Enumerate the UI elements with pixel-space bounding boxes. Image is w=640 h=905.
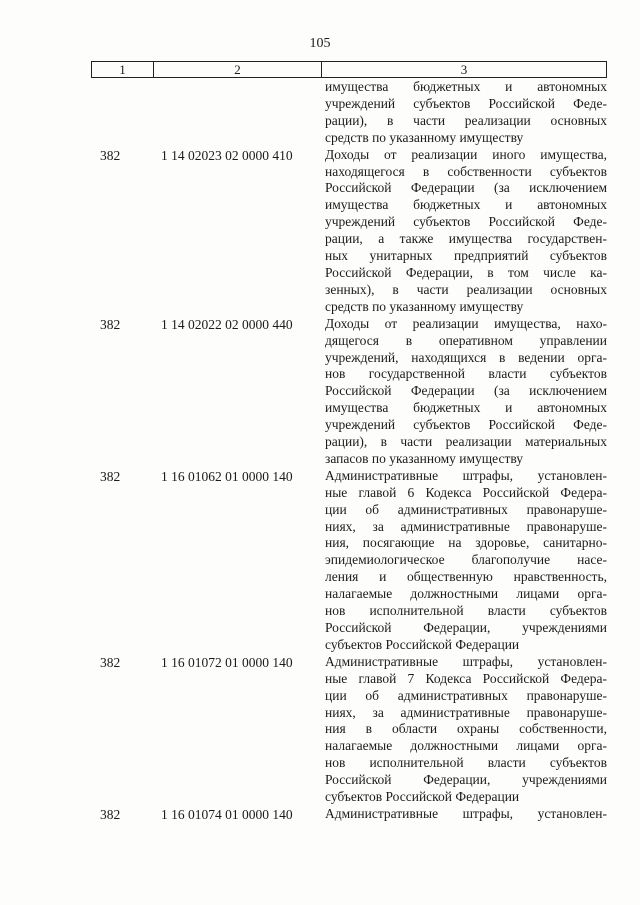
header-col-2: 2 bbox=[154, 62, 322, 77]
admin-code-cell: 382 bbox=[100, 147, 121, 163]
description-cell bbox=[325, 79, 607, 147]
description-line: Российской Федерации (за исключением bbox=[325, 383, 607, 399]
description-line: субъектов Российской Федерации bbox=[325, 636, 520, 652]
description-cell bbox=[325, 147, 607, 316]
admin-code-cell: 382 bbox=[100, 316, 121, 332]
description-line: налагаемые должностными лицами орга- bbox=[325, 738, 607, 754]
description-line: Доходы от реализации имущества, нахо- bbox=[325, 315, 607, 331]
description-line: имущества бюджетных и автономных bbox=[325, 79, 607, 94]
table-row bbox=[0, 316, 640, 468]
description-line: учреждений, находящихся в ведении орга- bbox=[325, 349, 607, 365]
description-line: учреждений субъектов Российской Феде- bbox=[325, 214, 607, 230]
page-number: 105 bbox=[309, 36, 331, 51]
header-col-3: 3 bbox=[460, 62, 468, 77]
description-line: имущества бюджетных и автономных bbox=[325, 400, 607, 416]
table-row bbox=[0, 79, 640, 147]
description-line: ния в области охраны собственности, bbox=[325, 721, 607, 737]
description-line: имущества бюджетных и автономных bbox=[325, 197, 607, 213]
description-line: ных унитарных предприятий субъектов bbox=[325, 248, 607, 264]
admin-code-cell: 382 bbox=[100, 806, 121, 822]
description-line: субъектов Российской Федерации bbox=[325, 789, 520, 805]
description-line: Доходы от реализации иного имущества, bbox=[325, 146, 607, 162]
description-line: Административные штрафы, установлен- bbox=[325, 805, 607, 821]
description-line: находящегося в собственности субъектов bbox=[325, 163, 607, 179]
description-line: ные главой 6 Кодекса Российской Федера- bbox=[325, 484, 607, 500]
description-line: средств по указанному имуществу bbox=[325, 129, 524, 145]
table-body bbox=[0, 79, 640, 823]
description-line: нов государственной власти субъектов bbox=[325, 366, 607, 382]
header-col-1: 1 bbox=[92, 62, 154, 77]
description-line: рации), в части реализации материальных bbox=[325, 434, 607, 450]
table-row bbox=[0, 654, 640, 806]
budget-code-cell: 1 14 02023 02 0000 410 bbox=[161, 147, 293, 163]
description-cell bbox=[325, 654, 607, 806]
budget-code-cell: 1 16 01062 01 0000 140 bbox=[161, 468, 293, 484]
admin-code-cell: 382 bbox=[100, 654, 121, 670]
description-line: нов исполнительной власти субъектов bbox=[325, 755, 607, 771]
description-line: ции об административных правонаруше- bbox=[325, 687, 607, 703]
admin-code-cell: 382 bbox=[100, 468, 121, 484]
description-line: Российской Федерации (за исключением bbox=[325, 180, 607, 196]
description-cell bbox=[325, 468, 607, 654]
description-cell bbox=[325, 316, 607, 468]
table-row bbox=[0, 468, 640, 654]
description-line: Административные штрафы, установлен- bbox=[325, 653, 607, 669]
description-line: ниях, за административные правонаруше- bbox=[325, 518, 607, 534]
table-row bbox=[0, 147, 640, 316]
description-line: запасов по указанному имуществу bbox=[325, 450, 524, 466]
description-line: учреждений субъектов Российской Феде- bbox=[325, 417, 607, 433]
description-line: Российской Федерации, учреждениями bbox=[325, 772, 607, 788]
description-line: Российской Федерации, учреждениями bbox=[325, 620, 607, 635]
description-line: нов исполнительной власти субъектов bbox=[325, 603, 607, 619]
description-line: Административные штрафы, установлен- bbox=[325, 467, 607, 483]
table-row bbox=[0, 806, 640, 823]
table-header bbox=[91, 61, 607, 78]
budget-code-cell: 1 16 01072 01 0000 140 bbox=[161, 654, 293, 670]
description-line: рации, а также имущества государствен- bbox=[325, 231, 607, 247]
budget-code-cell: 1 16 01074 01 0000 140 bbox=[161, 806, 293, 822]
description-line: эпидемиологическое благополучие насе- bbox=[325, 552, 607, 568]
description-line: Российской Федерации, в том числе ка- bbox=[325, 264, 607, 280]
description-line: средств по указанному имуществу bbox=[325, 298, 524, 314]
budget-code-cell: 1 14 02022 02 0000 440 bbox=[161, 316, 293, 332]
description-line: ции об административных правонаруше- bbox=[325, 501, 607, 517]
description-line: ные главой 7 Кодекса Российской Федера- bbox=[325, 670, 607, 686]
description-line: ления и общественную нравственность, bbox=[325, 569, 607, 585]
description-line: зенных), в части реализации основных bbox=[325, 281, 607, 297]
description-line: учреждений субъектов Российской Феде- bbox=[325, 95, 607, 111]
description-line: ниях, за административные правонаруше- bbox=[325, 704, 607, 720]
description-line: дящегося в оперативном управлении bbox=[325, 332, 607, 348]
description-cell bbox=[325, 806, 607, 823]
description-line: налагаемые должностными лицами орга- bbox=[325, 586, 607, 602]
description-line: рации), в части реализации основных bbox=[325, 112, 607, 128]
description-line: ния, посягающие на здоровье, санитарно- bbox=[325, 535, 607, 551]
